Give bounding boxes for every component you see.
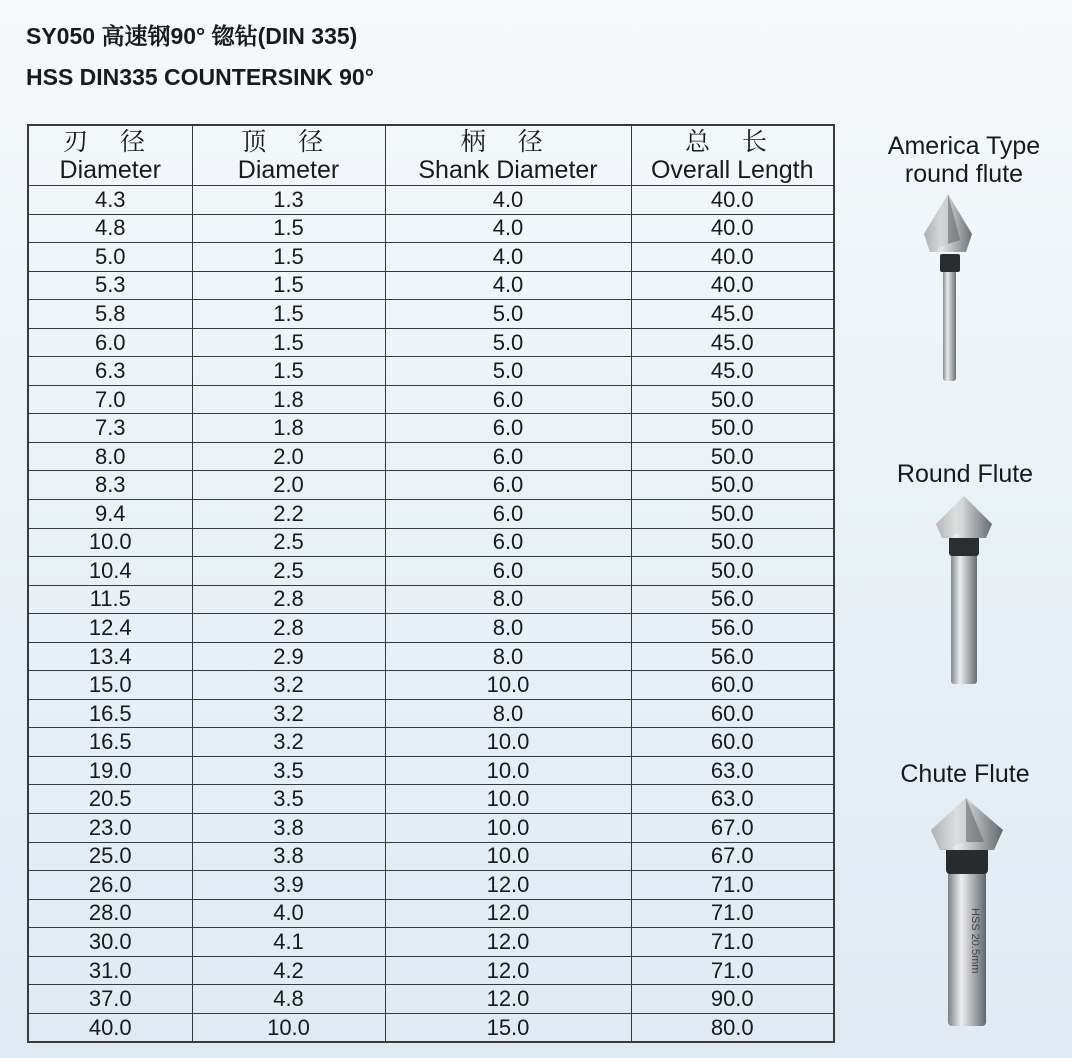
- table-cell: 7.0: [28, 385, 192, 414]
- table-cell: 6.0: [385, 557, 631, 586]
- table-cell: 2.9: [192, 642, 385, 671]
- chute-flute-countersink-icon: [928, 796, 1006, 1030]
- table-cell: 45.0: [631, 328, 834, 357]
- table-cell: 1.8: [192, 385, 385, 414]
- table-cell: 4.0: [385, 214, 631, 243]
- table-cell: 23.0: [28, 814, 192, 843]
- header-shank-diameter: [385, 125, 631, 186]
- table-row: [28, 385, 834, 414]
- table-row: [28, 814, 834, 843]
- table-cell: 45.0: [631, 300, 834, 329]
- table-cell: 63.0: [631, 785, 834, 814]
- america-type-countersink-icon: [916, 190, 980, 386]
- table-row: [28, 699, 834, 728]
- table-cell: 6.3: [28, 357, 192, 386]
- table-row: [28, 785, 834, 814]
- table-row: [28, 642, 834, 671]
- table-cell: 10.0: [385, 756, 631, 785]
- table-cell: 37.0: [28, 985, 192, 1014]
- table-cell: 26.0: [28, 871, 192, 900]
- table-row: [28, 614, 834, 643]
- table-cell: 50.0: [631, 500, 834, 529]
- table-row: [28, 328, 834, 357]
- tool-engraving: HSS 20.5mm: [969, 908, 981, 974]
- table-cell: 4.0: [385, 243, 631, 272]
- table-cell: 40.0: [631, 186, 834, 215]
- table-cell: 3.8: [192, 814, 385, 843]
- table-row: [28, 186, 834, 215]
- table-cell: 4.0: [192, 899, 385, 928]
- table-cell: 56.0: [631, 614, 834, 643]
- table-cell: 10.0: [385, 842, 631, 871]
- table-cell: 8.0: [385, 699, 631, 728]
- table-cell: 3.2: [192, 728, 385, 757]
- table-row: [28, 899, 834, 928]
- table-cell: 2.5: [192, 528, 385, 557]
- table-cell: 12.4: [28, 614, 192, 643]
- table-cell: 10.0: [385, 814, 631, 843]
- table-cell: 10.0: [385, 671, 631, 700]
- table-cell: 28.0: [28, 899, 192, 928]
- table-cell: 8.0: [385, 614, 631, 643]
- table-cell: 4.3: [28, 186, 192, 215]
- table-cell: 10.0: [192, 1013, 385, 1042]
- table-cell: 11.5: [28, 585, 192, 614]
- header-cn: 总 长: [685, 127, 780, 156]
- header-cn: 柄 径: [460, 127, 556, 156]
- table-cell: 6.0: [385, 385, 631, 414]
- table-cell: 6.0: [385, 528, 631, 557]
- table-cell: 4.0: [385, 186, 631, 215]
- header-en: Overall Length: [650, 155, 814, 184]
- table-row: [28, 842, 834, 871]
- table-cell: 2.0: [192, 471, 385, 500]
- table-cell: 40.0: [631, 214, 834, 243]
- table-cell: 80.0: [631, 1013, 834, 1042]
- table-cell: 60.0: [631, 728, 834, 757]
- table-row: [28, 271, 834, 300]
- table-cell: 12.0: [385, 985, 631, 1014]
- table-cell: 4.2: [192, 956, 385, 985]
- table-row: [28, 442, 834, 471]
- table-cell: 6.0: [28, 328, 192, 357]
- america-type-label-line2: round flute: [904, 160, 1024, 188]
- table-cell: 16.5: [28, 728, 192, 757]
- table-cell: 56.0: [631, 585, 834, 614]
- table-cell: 1.5: [192, 328, 385, 357]
- table-row: [28, 956, 834, 985]
- table-row: [28, 357, 834, 386]
- table-cell: 50.0: [631, 385, 834, 414]
- table-row: [28, 756, 834, 785]
- america-type-label-line1: America Type: [887, 132, 1041, 160]
- table-row: [28, 500, 834, 529]
- table-cell: 5.0: [28, 243, 192, 272]
- table-cell: 2.5: [192, 557, 385, 586]
- table-cell: 1.5: [192, 214, 385, 243]
- table-cell: 50.0: [631, 414, 834, 443]
- table-row: [28, 671, 834, 700]
- table-cell: 12.0: [385, 871, 631, 900]
- table-cell: 15.0: [385, 1013, 631, 1042]
- table-body: [28, 186, 834, 1043]
- table-cell: 67.0: [631, 814, 834, 843]
- table-row: [28, 414, 834, 443]
- header-cn: 刃 径: [63, 127, 158, 156]
- table-cell: 1.5: [192, 243, 385, 272]
- spec-table: [27, 124, 835, 1043]
- table-cell: 5.8: [28, 300, 192, 329]
- table-row: [28, 585, 834, 614]
- header-cn: 顶 径: [241, 127, 336, 156]
- table-cell: 12.0: [385, 956, 631, 985]
- chute-flute-label: Chute Flute: [900, 760, 1030, 788]
- table-cell: 10.4: [28, 557, 192, 586]
- table-cell: 60.0: [631, 699, 834, 728]
- table-cell: 1.5: [192, 357, 385, 386]
- table-cell: 3.8: [192, 842, 385, 871]
- table-cell: 71.0: [631, 899, 834, 928]
- header-en: Diameter: [59, 155, 161, 184]
- table-row: [28, 985, 834, 1014]
- table-cell: 40.0: [631, 243, 834, 272]
- table-cell: 1.3: [192, 186, 385, 215]
- table-cell: 5.3: [28, 271, 192, 300]
- table-cell: 3.5: [192, 785, 385, 814]
- table-cell: 6.0: [385, 500, 631, 529]
- table-cell: 50.0: [631, 528, 834, 557]
- table-cell: 1.5: [192, 300, 385, 329]
- table-cell: 15.0: [28, 671, 192, 700]
- table-cell: 6.0: [385, 471, 631, 500]
- header-cutting-diameter: [28, 125, 192, 186]
- table-cell: 90.0: [631, 985, 834, 1014]
- table-cell: 3.5: [192, 756, 385, 785]
- round-flute-label: Round Flute: [896, 460, 1034, 488]
- table-cell: 8.3: [28, 471, 192, 500]
- table-cell: 10.0: [385, 728, 631, 757]
- table-cell: 12.0: [385, 928, 631, 957]
- table-cell: 4.0: [385, 271, 631, 300]
- table-cell: 56.0: [631, 642, 834, 671]
- table-row: [28, 300, 834, 329]
- header-en: Diameter: [237, 155, 340, 184]
- table-cell: 31.0: [28, 956, 192, 985]
- table-cell: 6.0: [385, 414, 631, 443]
- table-cell: 63.0: [631, 756, 834, 785]
- table-cell: 10.0: [28, 528, 192, 557]
- table-cell: 45.0: [631, 357, 834, 386]
- table-header-row: [28, 125, 834, 186]
- table-cell: 5.0: [385, 357, 631, 386]
- table-cell: 16.5: [28, 699, 192, 728]
- header-tip-diameter: [192, 125, 385, 186]
- table-cell: 2.2: [192, 500, 385, 529]
- header-en: Shank Diameter: [418, 155, 598, 184]
- table-cell: 9.4: [28, 500, 192, 529]
- table-cell: 50.0: [631, 471, 834, 500]
- table-cell: 50.0: [631, 442, 834, 471]
- table-cell: 1.8: [192, 414, 385, 443]
- table-row: [28, 557, 834, 586]
- table-row: [28, 1013, 834, 1042]
- table-cell: 2.8: [192, 585, 385, 614]
- table-cell: 3.9: [192, 871, 385, 900]
- table-cell: 20.5: [28, 785, 192, 814]
- table-cell: 10.0: [385, 785, 631, 814]
- header-overall-length: [631, 125, 834, 186]
- table-cell: 19.0: [28, 756, 192, 785]
- table-row: [28, 871, 834, 900]
- table-cell: 25.0: [28, 842, 192, 871]
- table-cell: 2.0: [192, 442, 385, 471]
- table-cell: 3.2: [192, 699, 385, 728]
- table-cell: 40.0: [631, 271, 834, 300]
- table-cell: 8.0: [385, 642, 631, 671]
- table-cell: 4.1: [192, 928, 385, 957]
- table-cell: 30.0: [28, 928, 192, 957]
- table-cell: 4.8: [192, 985, 385, 1014]
- table-cell: 8.0: [28, 442, 192, 471]
- table-cell: 4.8: [28, 214, 192, 243]
- table-row: [28, 728, 834, 757]
- title-english: HSS DIN335 COUNTERSINK 90°: [26, 64, 374, 90]
- america-type-label: [856, 132, 1072, 188]
- table-cell: 5.0: [385, 328, 631, 357]
- table-cell: 71.0: [631, 928, 834, 957]
- round-flute-countersink-icon: [934, 494, 994, 688]
- table-row: [28, 243, 834, 272]
- table-cell: 71.0: [631, 871, 834, 900]
- table-cell: 1.5: [192, 271, 385, 300]
- table-cell: 7.3: [28, 414, 192, 443]
- table-cell: 13.4: [28, 642, 192, 671]
- table-cell: 3.2: [192, 671, 385, 700]
- table-row: [28, 528, 834, 557]
- table-cell: 60.0: [631, 671, 834, 700]
- table-cell: 67.0: [631, 842, 834, 871]
- table-cell: 12.0: [385, 899, 631, 928]
- table-cell: 71.0: [631, 956, 834, 985]
- table-cell: 50.0: [631, 557, 834, 586]
- title-chinese: SY050 高速钢90° 锪钻(DIN 335): [26, 23, 358, 49]
- table-cell: 2.8: [192, 614, 385, 643]
- table-row: [28, 928, 834, 957]
- table-cell: 6.0: [385, 442, 631, 471]
- table-row: [28, 471, 834, 500]
- table-row: [28, 214, 834, 243]
- table-cell: 8.0: [385, 585, 631, 614]
- table-cell: 5.0: [385, 300, 631, 329]
- table-cell: 40.0: [28, 1013, 192, 1042]
